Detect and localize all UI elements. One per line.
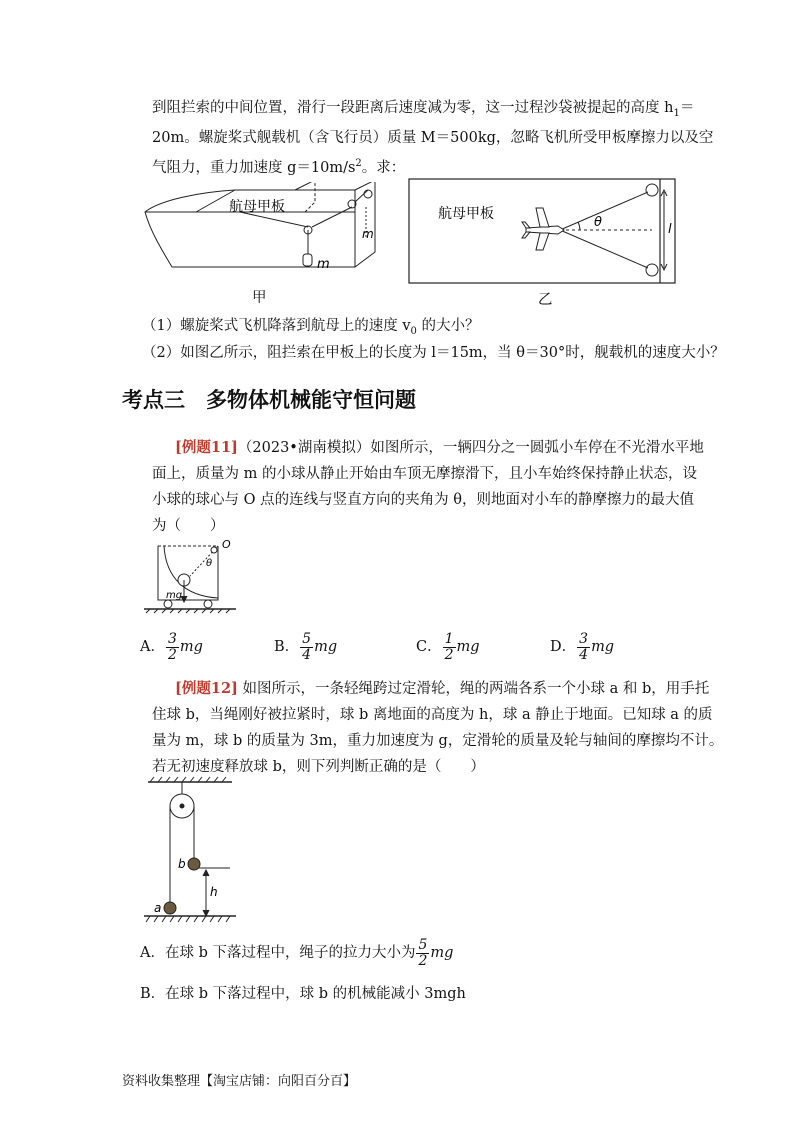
caption-yi: 乙 [538,292,553,308]
theta-label-yi: θ [594,215,602,230]
question-2: （2）如图乙所示，阻拦索在甲板上的长度为 l＝15m，当 θ＝30°时，舰载机的速度大小？ [142,345,725,361]
ex12-line-1: [例题12] 如图所示，一条轻绳跨过定滑轮，绳的两端各系一个小球 a 和 b，用手托 [175,680,710,697]
ex12-a-label: a [154,901,162,915]
question-1: （1）螺旋桨式飞机降落到航母上的速度 $v_0$ 的大小？ [142,318,480,337]
ex11-line-4: 为（ ） [152,518,225,534]
ex12-figure [140,776,240,924]
ex12-option-a[interactable]: A．在球 b 下落过程中，绳子的拉力大小为 $\frac{5}{2}$ mg [140,937,454,969]
footer-source: 资料收集整理【淘宝店铺：向阳百分百】 [122,1074,357,1089]
ex11-tag: [例题11] [175,439,238,456]
ex12-tag: [例题12] [175,680,238,697]
ex11-mg-label: mg [166,590,183,601]
intro-line-3: 气阻力，重力加速度 $g=10m/s^2$。求： [152,158,406,176]
ex11-line-1: [例题11]（2023•湖南模拟）如图所示，一辆四分之一圆弧小车停在不光滑水平地 [175,439,704,456]
ex11-option-b[interactable]: B． $\frac{5}{4}$ mg [274,631,338,663]
caption-jia: 甲 [252,290,267,306]
ex11-line-3: 小球的球心与 O 点的连线与竖直方向的夹角为 θ，则地面对小车的静摩擦力的最大值 [152,492,694,508]
ex11-line-2: 面上，质量为 m 的小球从静止开始由车顶无摩擦滑下，且小车始终保持静止状态，设 [152,466,697,482]
ex12-line-2: 住球 b，当绳刚好被拉紧时，球 b 离地面的高度为 h，球 a 静止于地面。已知球 a 的质 [152,707,713,723]
ex11-O-label: O [222,538,231,551]
ex12-line-4: 若无初速度释放球 b，则下列判断正确的是（ ） [152,759,485,775]
ex12-h-label: h [210,885,218,899]
figure-yi [408,178,678,286]
deck-label-jia: 航母甲板 [229,199,285,215]
m-side-label: m [362,227,374,241]
l-label: l [668,222,672,237]
ex12-b-label: b [178,857,186,871]
m-bag-label: m [317,257,330,272]
ex11-option-d[interactable]: D． $\frac{3}{4}$ mg [550,631,615,663]
ex12-option-b[interactable]: B．在球 b 下落过程中，球 b 的机械能减小 3mgh [140,986,466,1002]
ex11-theta-label: θ [206,558,213,569]
ex11-option-c[interactable]: C． $\frac{1}{2}$ mg [416,631,480,663]
figure-jia [140,182,400,282]
intro-line-2: 20m。螺旋桨式舰载机（含飞行员）质量 M＝500kg，忽略飞机所受甲板摩擦力以及空 [152,130,714,146]
deck-label-yi: 航母甲板 [438,206,494,222]
ex11-figure [140,538,240,614]
ex12-line-3: 量为 m，球 b 的质量为 3m，重力加速度为 g，定滑轮的质量及轮与轴间的摩擦均不计。 [152,733,724,749]
intro-line-1: 到阻拦索的中间位置，滑行一段距离后速度减为零，这一过程沙袋被提起的高度 $h_1=$ [152,100,695,119]
ex11-option-a[interactable]: A． $\frac{3}{2}$ mg [140,631,203,663]
section-title: 考点三 多物体机械能守恒问题 [122,388,416,412]
